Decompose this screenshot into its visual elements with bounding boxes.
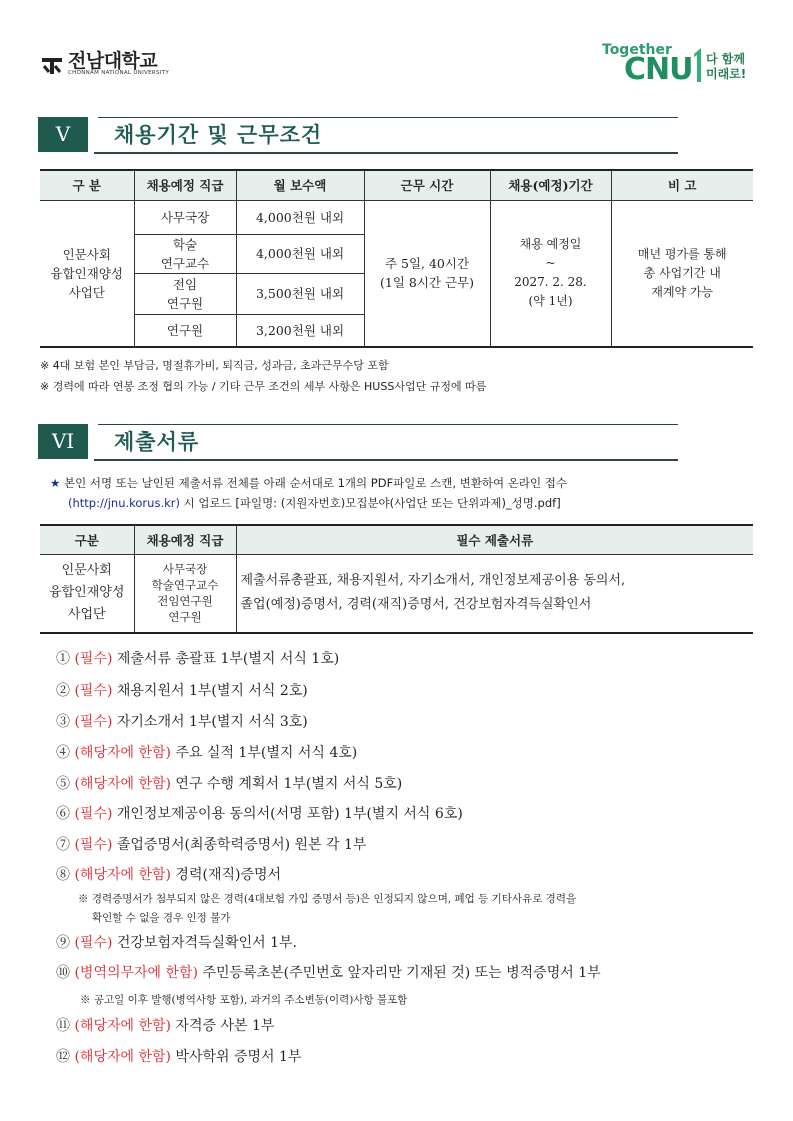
group-cell: 인문사회 융합인재양성 사업단: [40, 200, 134, 347]
remark-cell: 매년 평가를 통해 총 사업기간 내 재계약 가능: [611, 200, 753, 347]
university-emblem-icon: [40, 54, 64, 76]
slogan-together: Together: [602, 42, 672, 58]
university-logo: [40, 52, 169, 77]
slogan-number-one-icon: [692, 46, 704, 84]
group-cell: 인문사회 융합인재양성 사업단: [40, 554, 134, 633]
section-5-number: V: [38, 117, 88, 152]
header-pay: 월 보수액: [236, 170, 364, 200]
note-salary: ※ 경력에 따라 연봉 조정 협의 가능 / 기타 근무 조건의 세부 사항은 HUSS사업단 규정에 따름: [40, 380, 487, 393]
section-top-rule: [98, 117, 678, 118]
section-underline: [94, 152, 678, 154]
section-top-rule: [98, 424, 678, 425]
career-note-line2: 확인할 수 없을 경우 인정 불가: [92, 912, 231, 924]
list-item: ① (필수) 제출서류 총괄표 1부(별지 서식 1호): [56, 651, 340, 667]
note-insurance: ※ 4대 보험 본인 부담금, 명절휴가비, 퇴직금, 성과금, 초과근무수당 포함: [40, 359, 389, 372]
list-item: ④ (해당자에 한함) 주요 실적 1부(별지 서식 4호): [56, 745, 358, 761]
career-note-line1: ※ 경력증명서가 첨부되지 않은 경력(4대보험 가입 증명서 등)은 인정되지 않으며, 폐업 등 기타사유로 경력을: [78, 893, 577, 905]
upload-url-link[interactable]: (http://jnu.korus.kr): [68, 496, 180, 510]
star-icon: ★: [50, 476, 61, 490]
section-5-title: 채용기간 및 근무조건: [114, 123, 323, 147]
slogan-logo: [602, 42, 762, 88]
notice-text: 본인 서명 또는 날인된 제출서류 전체를 아래 순서대로 1개의 PDF파일로 스캔, 변환하여 온라인 접수: [63, 476, 568, 490]
slogan-line1: 다 함께: [706, 52, 745, 66]
rank-cell: 사무국장: [134, 200, 236, 234]
slogan-text: [706, 52, 746, 82]
section-underline: [94, 459, 678, 461]
list-item: ⑤ (해당자에 한함) 연구 수행 계획서 1부(별지 서식 5호): [56, 776, 403, 792]
slogan-cnu: CNU: [624, 52, 693, 87]
rank-cell: 사무국장 학술연구교수 전임연구원 연구원: [134, 554, 236, 633]
section-6-header: [38, 424, 678, 462]
header-docs: 필수 제출서류: [236, 525, 753, 554]
university-name-en: CHONNAM NATIONAL UNIVERSITY: [68, 70, 169, 76]
pay-cell: 4,000천원 내외: [236, 200, 364, 234]
header-category: 구 분: [40, 170, 134, 200]
header-rank: 채용예정 직급: [134, 170, 236, 200]
header-hours: 근무 시간: [364, 170, 490, 200]
list-item: ⑨ (필수) 건강보험자격득실확인서 1부.: [56, 935, 297, 951]
rank-cell: 연구원: [134, 314, 236, 347]
list-item: ⑦ (필수) 졸업증명서(최종학력증명서) 원본 각 1부: [56, 837, 367, 853]
university-name: 전남대학교: [68, 50, 158, 72]
pay-cell: 4,000천원 내외: [236, 234, 364, 273]
header-remark: 비 고: [611, 170, 753, 200]
hours-cell: 주 5일, 40시간 (1일 8시간 근무): [364, 200, 490, 347]
section-6-number: VI: [38, 424, 88, 459]
pay-cell: 3,500천원 내외: [236, 273, 364, 314]
header-period: 채용(예정)기간: [490, 170, 611, 200]
required-documents-table: [40, 524, 753, 634]
rank-cell: 학술 연구교수: [134, 234, 236, 273]
list-item: ⑧ (해당자에 한함) 경력(재직)증명서: [56, 867, 282, 883]
submission-notice-line1: [50, 475, 567, 491]
header-category: 구분: [40, 525, 134, 554]
header-rank: 채용예정 직급: [134, 525, 236, 554]
docs-cell: 제출서류총괄표, 채용지원서, 자기소개서, 개인정보제공이용 동의서, 졸업(예정)증명서, 경력(재직)증명서, 건강보험자격득실확인서: [236, 554, 753, 633]
list-item: ⑥ (필수) 개인정보제공이용 동의서(서명 포함) 1부(별지 서식 6호): [56, 806, 463, 822]
period-cell: 채용 예정일 ~ 2027. 2. 28. (약 1년): [490, 200, 611, 347]
submission-notice-line2: [68, 495, 561, 511]
section-5-header: [38, 117, 678, 155]
military-note: ※ 공고일 이후 발행(병역사항 포함), 과거의 주소변동(이력)사항 불포함: [80, 994, 408, 1006]
slogan-line2: 미래로!: [706, 67, 747, 81]
employment-conditions-table: [40, 169, 753, 348]
rank-cell: 전임 연구원: [134, 273, 236, 314]
list-item: ⑫ (해당자에 한함) 박사학위 증명서 1부: [56, 1049, 302, 1065]
list-item: ⑪ (해당자에 한함) 자격증 사본 1부: [56, 1018, 275, 1034]
list-item: ② (필수) 채용지원서 1부(별지 서식 2호): [56, 683, 308, 699]
notice-filename: 시 업로드 [파일명: (지원자번호)모집분야(사업단 또는 단위과제)_성명.pdf]: [183, 496, 561, 510]
list-item: ③ (필수) 자기소개서 1부(별지 서식 3호): [56, 714, 308, 730]
pay-cell: 3,200천원 내외: [236, 314, 364, 347]
list-item: ⑩ (병역의무자에 한함) 주민등록초본(주민번호 앞자리만 기재된 것) 또는 병적증명서 1부: [56, 965, 601, 981]
section-6-title: 제출서류: [114, 430, 200, 454]
